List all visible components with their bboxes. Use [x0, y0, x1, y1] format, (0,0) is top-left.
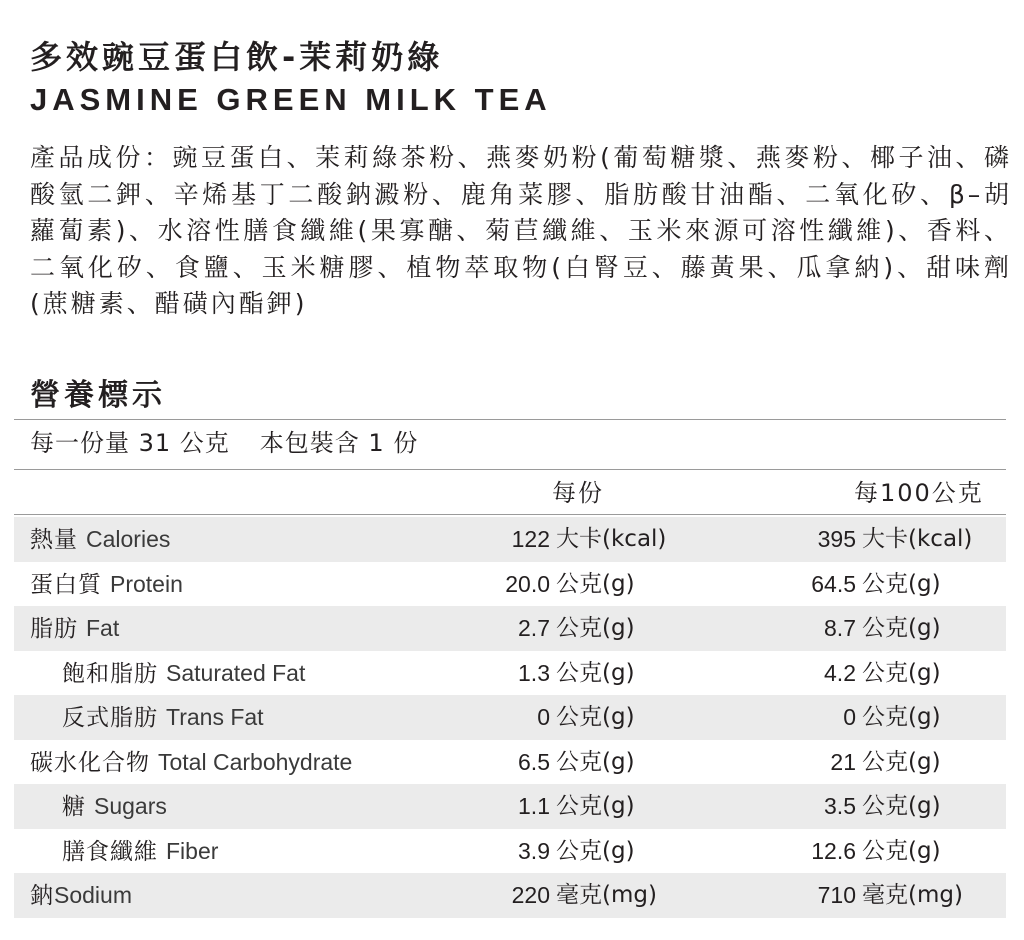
- per-100g-value: 12.6: [811, 837, 856, 864]
- per-100g-unit: 公克(g): [862, 704, 941, 730]
- per-serving-unit: 公克(g): [556, 793, 635, 819]
- per-100g-cell: [796, 517, 972, 562]
- nutrient-name-en: Fat: [86, 615, 120, 641]
- table-row: [14, 873, 1006, 918]
- per-serving-cell: [478, 606, 635, 651]
- nutrition-table: [14, 517, 1006, 918]
- table-row: [14, 784, 1006, 829]
- nutrient-name-zh: 脂肪: [30, 616, 78, 642]
- per-100g-unit: 公克(g): [862, 659, 941, 686]
- per-100g-unit: 公克(g): [862, 793, 941, 819]
- nutrient-name-en: Saturated Fat: [166, 659, 306, 686]
- per-serving-value: 1.3: [518, 659, 550, 686]
- per-100g-unit: 大卡(kcal): [862, 526, 973, 552]
- ingredients-text: 產品成份：豌豆蛋白、茉莉綠茶粉、燕麥奶粉(葡萄糖漿、燕麥粉、椰子油、磷酸氫二鉀、辛烯基丁二酸鈉澱粉、鹿角菜膠、脂肪酸甘油酯、二氧化矽、β–胡蘿蔔素)、水溶性膳食纖維(果寡醣、菊苣纖維、玉米來源可溶性纖維)、香料、二氧化矽、食鹽、玉米糖膠、植物萃取物(白腎豆、藤黃果、瓜拿納)、甜味劑(蔗糖素、醋磺內酯鉀): [30, 143, 1012, 318]
- serving-size: 每一份量 31 公克: [30, 429, 230, 457]
- nutrient-name-zh: 糖: [62, 794, 86, 820]
- per-100g-cell: [796, 873, 963, 918]
- column-header-per-serving: 每份: [552, 479, 604, 507]
- serving-info: [30, 424, 418, 462]
- row-label: [30, 873, 132, 919]
- per-100g-unit: 公克(g): [862, 615, 941, 641]
- per-100g-cell: [796, 606, 941, 651]
- product-title-zh: 多效豌豆蛋白飲-茉莉奶綠: [30, 38, 444, 76]
- nutrient-name-zh: 蛋白質: [30, 571, 102, 598]
- per-serving-value: 2.7: [518, 615, 550, 641]
- per-serving-cell: [478, 517, 666, 562]
- per-serving-value: 6.5: [518, 748, 550, 775]
- row-label: [62, 829, 218, 875]
- per-serving-value: 1.1: [518, 793, 550, 819]
- per-serving-unit: 公克(g): [556, 659, 635, 686]
- per-100g-cell: [796, 784, 941, 829]
- per-serving-cell: [478, 740, 635, 785]
- table-row: [14, 651, 1006, 696]
- nutrient-name-zh: 膳食纖維: [62, 838, 158, 865]
- nutrient-name-zh: 熱量: [30, 527, 78, 553]
- table-row: [14, 606, 1006, 651]
- nutrient-name-zh: 鈉: [30, 883, 54, 909]
- divider-columns: [14, 514, 1006, 515]
- nutrient-name-zh: 反式脂肪: [62, 705, 158, 731]
- per-serving-unit: 大卡(kcal): [556, 526, 667, 552]
- nutrient-name-en: Trans Fat: [166, 704, 264, 730]
- nutrient-name-zh: 飽和脂肪: [62, 660, 158, 687]
- per-100g-cell: [796, 695, 941, 740]
- nutrient-name-en: Protein: [110, 570, 183, 597]
- per-100g-cell: [796, 829, 941, 874]
- column-header-per-100g: 每100公克: [854, 479, 984, 507]
- row-label: [30, 517, 170, 563]
- per-100g-value: 0: [843, 704, 856, 730]
- per-serving-unit: 毫克(mg): [556, 882, 657, 908]
- per-100g-unit: 毫克(mg): [862, 882, 963, 908]
- per-100g-value: 64.5: [811, 570, 856, 597]
- per-serving-value: 3.9: [518, 837, 550, 864]
- per-serving-unit: 公克(g): [556, 748, 635, 775]
- per-100g-value: 710: [817, 882, 856, 908]
- per-100g-unit: 公克(g): [862, 748, 941, 775]
- per-100g-value: 3.5: [824, 793, 856, 819]
- divider-serving: [14, 469, 1006, 470]
- table-row: [14, 740, 1006, 785]
- nutrition-heading: 營養標示: [30, 378, 166, 413]
- row-label: [30, 740, 352, 786]
- row-label: [62, 784, 167, 830]
- per-serving-cell: [478, 829, 635, 874]
- nutrient-name-en: Fiber: [166, 837, 219, 864]
- per-serving-unit: 公克(g): [556, 570, 635, 597]
- divider-top: [14, 419, 1006, 420]
- row-label: [62, 695, 264, 741]
- nutrient-name-zh: 碳水化合物: [30, 749, 150, 776]
- per-serving-cell: [478, 873, 657, 918]
- per-serving-unit: 公克(g): [556, 704, 635, 730]
- row-label: [30, 562, 183, 608]
- row-label: [62, 651, 305, 697]
- per-serving-value: 122: [511, 526, 550, 552]
- per-serving-cell: [478, 695, 635, 740]
- nutrient-name-en: Sodium: [54, 882, 132, 908]
- per-100g-value: 8.7: [824, 615, 856, 641]
- per-100g-unit: 公克(g): [862, 570, 941, 597]
- per-serving-value: 20.0: [505, 570, 550, 597]
- row-label: [30, 606, 119, 652]
- per-100g-value: 4.2: [824, 659, 856, 686]
- servings-per-pack: 本包裝含 1 份: [259, 429, 419, 457]
- per-100g-cell: [796, 562, 941, 607]
- per-serving-cell: [478, 784, 635, 829]
- table-row: [14, 562, 1006, 607]
- per-serving-unit: 公克(g): [556, 615, 635, 641]
- nutrient-name-en: Total Carbohydrate: [158, 748, 353, 775]
- per-100g-cell: [796, 740, 941, 785]
- per-serving-cell: [478, 562, 635, 607]
- per-serving-unit: 公克(g): [556, 837, 635, 864]
- per-serving-value: 0: [537, 704, 550, 730]
- per-serving-cell: [478, 651, 635, 696]
- nutrient-name-en: Sugars: [94, 793, 167, 819]
- nutrient-name-en: Calories: [86, 526, 171, 552]
- per-100g-unit: 公克(g): [862, 837, 941, 864]
- product-title-en: JASMINE GREEN MILK TEA: [30, 82, 552, 117]
- per-100g-cell: [796, 651, 941, 696]
- per-100g-value: 21: [830, 748, 856, 775]
- per-serving-value: 220: [511, 882, 550, 908]
- table-row: [14, 517, 1006, 562]
- table-row: [14, 829, 1006, 874]
- per-100g-value: 395: [817, 526, 856, 552]
- table-row: [14, 695, 1006, 740]
